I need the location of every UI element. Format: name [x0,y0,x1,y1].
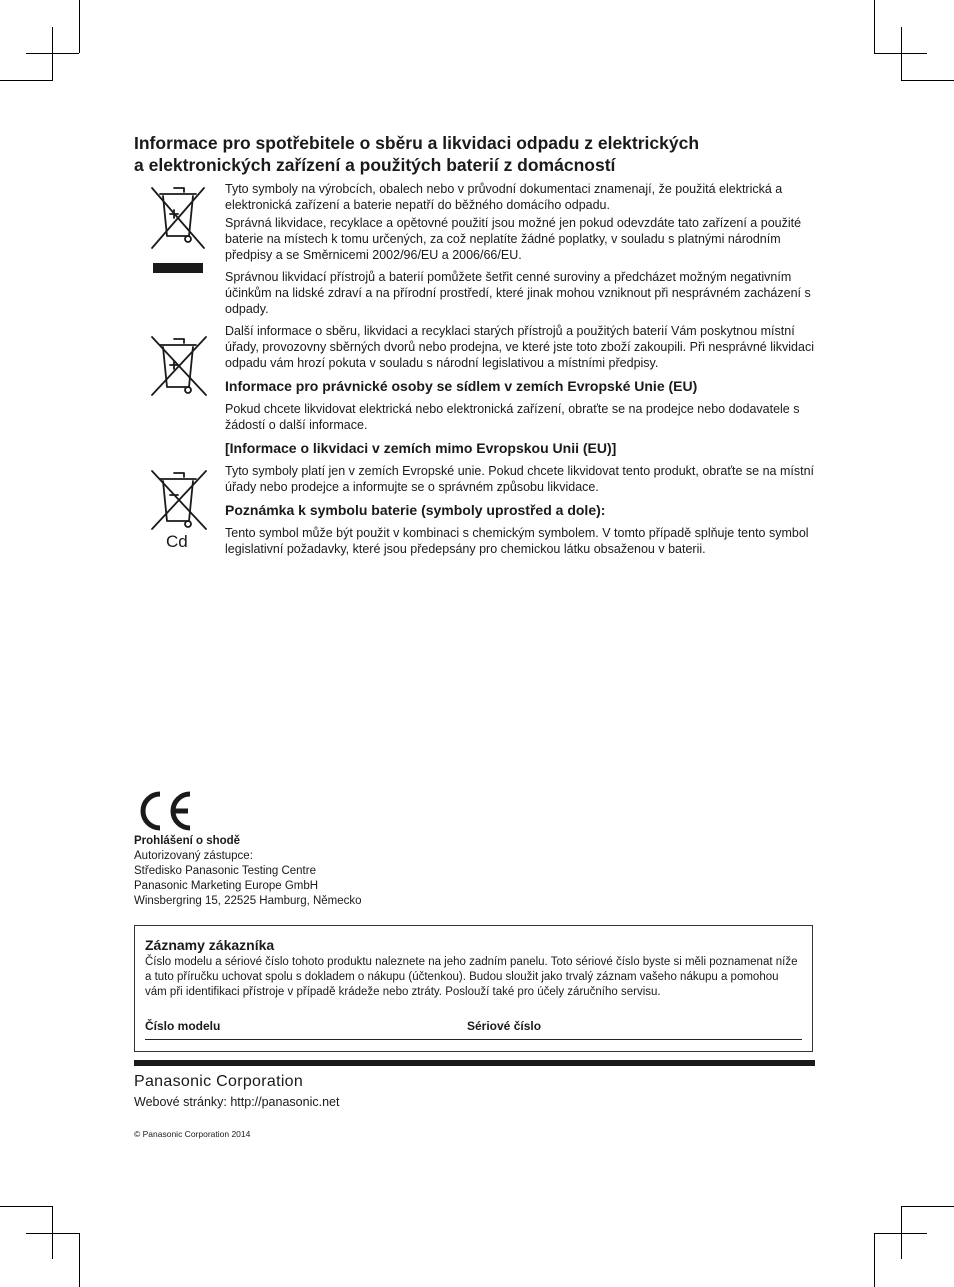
page-title [134,132,834,176]
declaration-line: Autorizovaný zástupce: [134,850,253,862]
crop-mark [0,80,53,81]
crop-mark [874,1233,927,1234]
records-body: Číslo modelu a sériové číslo tohoto produktu naleznete na jeho zadním panelu. Toto sériové číslo byste si měli poznamenat níže a tuto příručku uchovat spolu s dokladem o nákupu (účtenkou). Budou sloužit jako trvalý záznam vašeho nákupu a pomohou vám při identifikaci přístroje v případě krádeže nebo ztráty. Poslouží také pro účely záručního servisu. [145,956,798,998]
crop-mark [901,80,954,81]
info-text-column [225,181,820,563]
declaration-line: Winsbergring 15, 22525 Hamburg, Německo [134,895,362,907]
title-line-2: a elektronických zařízení a použitých baterií z domácností [134,155,616,175]
copyright: © Panasonic Corporation 2014 [134,1129,251,1139]
paragraph: Pokud chcete likvidovat elektrická nebo elektronická zařízení, obraťte se na prodejce nebo dodavatele s žádostí o další informace. [225,402,800,432]
crossed-out-wheeled-bin-with-bar-icon [148,182,210,274]
records-title: Záznamy zákazníka [145,937,275,953]
ce-mark-icon [134,790,194,837]
section-heading: [Informace o likvidaci v zemích mimo Evropskou Unii (EU)] [225,440,617,456]
section-heading: Informace pro právnické osoby se sídlem v zemích Evropské Unie (EU) [225,378,698,394]
footer-divider [134,1060,815,1066]
paragraph: Tyto symboly na výrobcích, obalech nebo v průvodní dokumentaci znamenají, že použitá elektrická a elektronická zařízení a baterie nepatří do běžného domácího odpadu. [225,182,783,212]
declaration-line: Panasonic Marketing Europe GmbH [134,880,319,892]
crop-mark [26,1233,79,1234]
declaration-line: Středisko Panasonic Testing Centre [134,865,316,877]
declaration-of-conformity [134,834,362,909]
crop-mark [901,27,902,80]
paragraph: Tyto symboly platí jen v zemích Evropské unie. Pokud chcete likvidovat tento produkt, obraťte se na místní úřady nebo prodejce a informujte se o správném způsobu likvidace. [225,464,815,494]
crossed-out-wheeled-bin-icon [148,333,210,397]
crop-mark [79,0,80,53]
crop-mark [874,1233,875,1287]
corporation-name: Panasonic Corporation [134,1073,304,1090]
cd-label: Cd [166,532,188,551]
paragraph: Další informace o sběru, likvidaci a recyklaci starých přístrojů a použitých baterií Vám poskytnou místní úřady, provozovny sběrných dvorů nebo prodejna, ve které jste toto zboží zakoupili. Při nesprávné likvidaci odpadu vám hrozí pokuta v souladu s národní legislativou a místními předpisy. [225,324,814,370]
model-number-label: Číslo modelu [145,1019,221,1033]
records-fields [145,1017,802,1040]
section-heading: Poznámka k symbolu baterie (symboly uprostřed a dole): [225,502,606,518]
paragraph: Správná likvidace, recyklace a opětovné použití jsou možné jen pokud odevzdáte tato zařízení a použité baterie na místech k tomu určených, za což neplatíte žádné poplatky, v souladu s platnými národním předpisy a se Směrnicemi 2002/96/EU a 2006/66/EU. [225,216,802,262]
crossed-out-wheeled-bin-cd-icon [148,467,210,531]
serial-number-label: Sériové číslo [467,1019,542,1033]
crop-mark [901,1206,954,1207]
paragraph: Tento symbol může být použit v kombinaci s chemickým symbolem. V tomto případě splňuje tento symbol legislativní požadavky, které jsou předepsány pro chemickou látku obsaženou v baterii. [225,526,809,556]
crop-mark [79,1233,80,1287]
crop-mark [52,27,53,80]
customer-records-box [134,925,813,1052]
crop-mark [0,1206,53,1207]
website-line: Webové stránky: http://panasonic.net [134,1095,340,1109]
declaration-title: Prohlášení o shodě [134,835,241,847]
paragraph: Správnou likvidací přístrojů a baterií pomůžete šetřit cenné suroviny a předcházet možným negativním účinkům na lidské zdraví a na přírodní prostředí, které jinak mohou vzniknout při nesprávném zacházení s odpady. [225,270,811,316]
title-line-1: Informace pro spotřebitele o sběru a likvidaci odpadu z elektrických [134,133,700,153]
crop-mark [874,0,875,53]
